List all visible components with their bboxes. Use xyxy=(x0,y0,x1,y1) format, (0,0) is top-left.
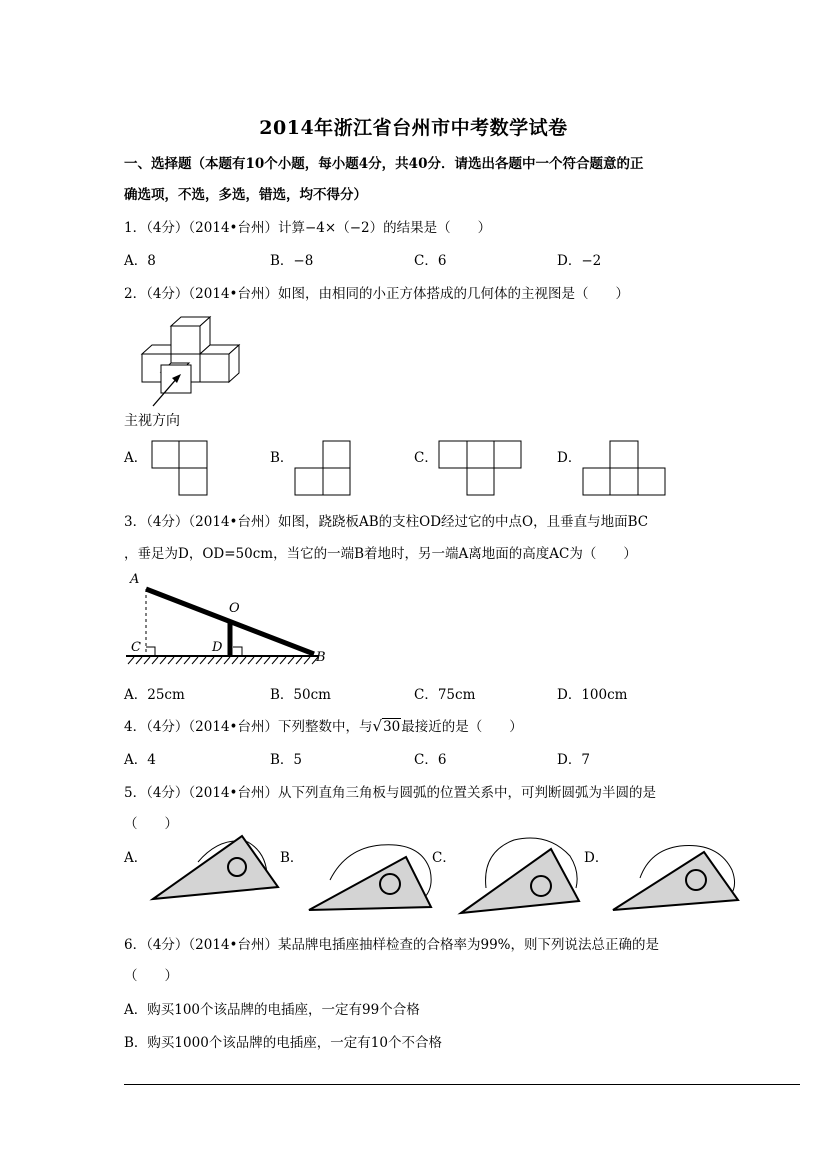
question-3-stem-line1: 3．（4分）（2014•台州）如图，跷跷板AB的支柱OD经过它的中点O，且垂直与地面BC xyxy=(124,514,649,530)
q4-option-a: A．4 xyxy=(124,752,156,768)
q1-option-a: A．8 xyxy=(124,253,156,269)
q1-option-c: C．6 xyxy=(414,253,447,269)
q5-option-c-figure xyxy=(458,832,590,916)
q4-option-b: B．5 xyxy=(270,752,303,768)
q4-radicand: 30 xyxy=(383,719,401,735)
q1-option-d: D．−2 xyxy=(557,253,602,269)
q5-option-a-figure xyxy=(150,832,282,904)
q3-label-c: C xyxy=(131,640,141,655)
question-5-stem-line1: 5．（4分）（2014•台州）从下列直角三角板与圆弧的位置关系中，可判断圆弧为半圆的是 xyxy=(124,785,656,801)
q2-option-c-figure xyxy=(438,440,522,496)
q5-option-d-figure xyxy=(610,840,742,914)
question-6-stem-line1: 6．（4分）（2014•台州）某品牌电插座抽样检查的合格率为99%，则下列说法总正确的是 xyxy=(124,937,660,953)
footer-divider xyxy=(124,1084,800,1085)
question-6-stem-line2: （ ） xyxy=(124,968,178,984)
page-title: 2014年浙江省台州市中考数学试卷 xyxy=(259,117,568,139)
q4-stem-pre: 4．（4分）（2014•台州）下列整数中，与 xyxy=(124,719,373,735)
q3-label-o: O xyxy=(229,601,240,616)
q5-label-a: A． xyxy=(124,850,148,866)
q3-option-a: A．25cm xyxy=(124,687,185,703)
question-2-stem: 2．（4分）（2014•台州）如图，由相同的小正方体搭成的几何体的主视图是（ ） xyxy=(124,286,629,302)
q5-option-b-figure xyxy=(306,840,438,914)
q3-option-c: C．75cm xyxy=(414,687,476,703)
q6-option-a: A．购买100个该品牌的电插座，一定有99个合格 xyxy=(124,1002,420,1018)
q5-label-d: D． xyxy=(584,850,609,866)
q3-label-d: D xyxy=(212,640,223,655)
q3-label-b: B xyxy=(316,650,326,665)
q2-cube-figure xyxy=(125,314,245,414)
question-5-stem-line2: （ ） xyxy=(124,816,178,832)
q4-option-d: D．7 xyxy=(557,752,590,768)
q2-label-b: B． xyxy=(270,450,294,466)
question-4-stem xyxy=(124,715,523,735)
q5-label-c: C． xyxy=(432,850,456,866)
q2-option-d-figure xyxy=(582,440,666,496)
question-3-stem-line2: ，垂足为D，OD=50cm，当它的一端B着地时，另一端A离地面的高度AC为（ ） xyxy=(124,546,637,562)
q2-option-b-figure xyxy=(294,440,352,496)
question-1-stem: 1．（4分）（2014•台州）计算−4×（−2）的结果是（ ） xyxy=(124,220,492,236)
q5-label-b: B． xyxy=(280,850,304,866)
q3-option-d: D．100cm xyxy=(557,687,628,703)
q2-option-a-figure xyxy=(151,440,209,496)
q4-option-c: C．6 xyxy=(414,752,447,768)
q4-stem-post: 最接近的是（ ） xyxy=(401,719,523,735)
q2-label-d: D． xyxy=(557,450,582,466)
sqrt-30: √30 xyxy=(372,717,401,735)
q6-option-b: B．购买1000个该品牌的电插座，一定有10个不合格 xyxy=(124,1035,442,1051)
q3-label-a: A xyxy=(130,572,140,587)
section-header-line2: 确选项，不选，多选，错选，均不得分） xyxy=(124,187,367,203)
q1-option-b: B．−8 xyxy=(270,253,314,269)
q3-seesaw-figure xyxy=(124,572,334,668)
q2-label-a: A． xyxy=(124,450,148,466)
q3-option-b: B．50cm xyxy=(270,687,331,703)
q2-view-direction-caption: 主视方向 xyxy=(124,413,180,429)
q2-label-c: C． xyxy=(414,450,438,466)
section-header-line1: 一、选择题（本题有10个小题，每小题4分，共40分．请选出各题中一个符合题意的正 xyxy=(124,156,644,172)
